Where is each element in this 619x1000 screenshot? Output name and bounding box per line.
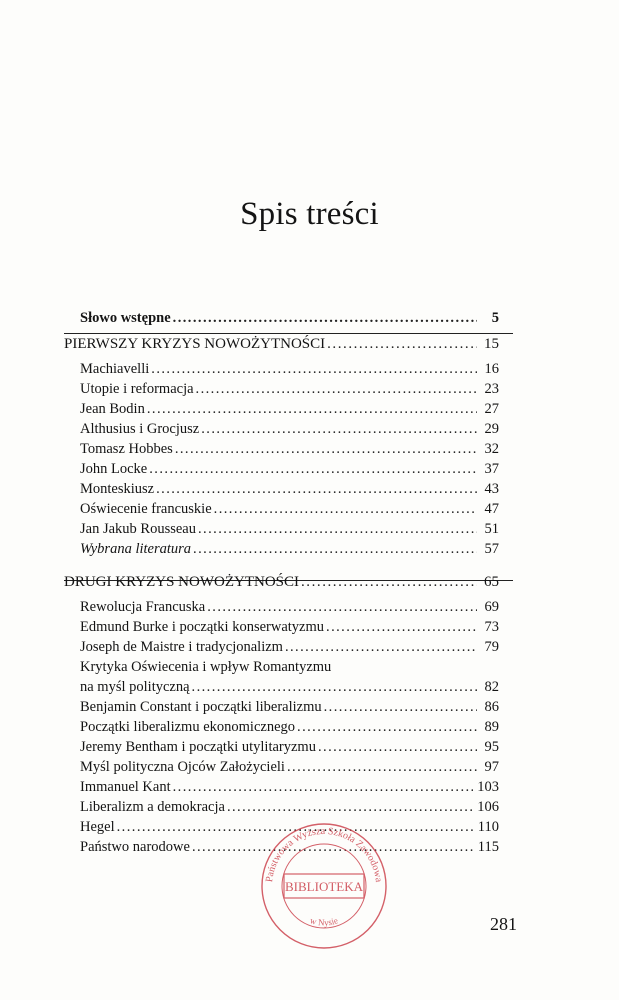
- leader-dots: [149, 459, 477, 479]
- stamp-bottom-text: w Nysie: [308, 915, 340, 928]
- page-title: Spis treści: [240, 196, 379, 232]
- toc-row-multiline-second: [80, 677, 499, 697]
- leader-dots: [227, 797, 473, 817]
- leader-dots: [173, 308, 477, 328]
- toc-page: 5: [491, 310, 499, 326]
- toc-label: Tomasz Hobbes: [80, 441, 173, 457]
- toc-page: 106: [477, 799, 499, 815]
- toc-label: Edmund Burke i początki konserwatyzmu: [80, 619, 325, 635]
- toc-row: [80, 777, 499, 797]
- toc-label: Jan Jakub Rousseau: [80, 521, 196, 537]
- stamp-ring-text: Państwowa Wyższa Szkoła Zawodowa: [264, 825, 384, 883]
- leader-dots: [327, 334, 477, 354]
- leader-dots: [201, 419, 477, 439]
- part-title: DRUGI KRYZYS NOWOŻYTNOŚCI: [64, 574, 299, 590]
- toc-row: [80, 797, 499, 817]
- toc-label: Althusius i Grocjusz: [80, 421, 200, 437]
- leader-dots: [207, 597, 477, 617]
- toc-row: [80, 697, 499, 717]
- leader-dots: [193, 539, 477, 559]
- leader-dots: [198, 519, 477, 539]
- toc-label: Początki liberalizmu ekonomicznego: [80, 719, 296, 735]
- toc-label: Oświecenie francuskie: [80, 501, 212, 517]
- toc-label: Krytyka Oświecenia i wpływ Romantyzmu: [80, 659, 332, 675]
- page-number: 281: [490, 914, 517, 934]
- toc-row-multiline-first: [80, 657, 499, 677]
- toc-label: John Locke: [80, 461, 148, 477]
- toc-page: 57: [484, 541, 499, 557]
- toc-row: [80, 597, 499, 617]
- toc-row: [80, 757, 499, 777]
- leader-dots: [318, 737, 477, 757]
- toc-page: 43: [484, 481, 499, 497]
- toc-page: 29: [484, 421, 499, 437]
- toc-label: Joseph de Maistre i tradycjonalizm: [80, 639, 283, 655]
- leader-dots: [156, 479, 477, 499]
- leader-dots: [196, 379, 477, 399]
- toc-page: 86: [484, 699, 499, 715]
- toc-label: Myśl polityczna Ojców Założycieli: [80, 759, 285, 775]
- toc-page: 69: [484, 599, 499, 615]
- leader-dots: [214, 499, 477, 519]
- toc-row: [80, 617, 499, 637]
- toc-row-bibliography: [80, 539, 499, 559]
- toc-page: 16: [484, 361, 499, 377]
- toc-label: Wybrana literatura: [80, 541, 192, 557]
- toc-row: [80, 359, 499, 379]
- toc-page: 110: [477, 819, 499, 835]
- toc-label: Państwo narodowe: [80, 839, 190, 855]
- toc-page: 103: [477, 779, 499, 795]
- toc-page: 23: [484, 381, 499, 397]
- toc-label: Machiavelli: [80, 361, 150, 377]
- toc-row: [80, 459, 499, 479]
- toc-page: 82: [484, 679, 499, 695]
- toc-row: [80, 379, 499, 399]
- toc-label-continued: na myśl polityczną: [80, 679, 190, 695]
- toc-row: [80, 439, 499, 459]
- toc-row-front: [80, 308, 499, 328]
- toc-part-2: [64, 572, 499, 592]
- toc-label: Monteskiusz: [80, 481, 155, 497]
- leader-dots: [192, 677, 477, 697]
- toc-row: [80, 419, 499, 439]
- toc-page: 37: [484, 461, 499, 477]
- toc-row: [80, 717, 499, 737]
- toc-label: Hegel: [80, 819, 115, 835]
- leader-dots: [173, 777, 474, 797]
- toc-page: 89: [484, 719, 499, 735]
- leader-dots: [324, 697, 477, 717]
- toc-row: [80, 737, 499, 757]
- toc-row: [80, 479, 499, 499]
- toc-page: 51: [484, 521, 499, 537]
- toc-label: Jean Bodin: [80, 401, 145, 417]
- leader-dots: [147, 399, 477, 419]
- toc-page: 47: [484, 501, 499, 517]
- leader-dots: [175, 439, 477, 459]
- leader-dots: [297, 717, 477, 737]
- part-title: PIERWSZY KRYZYS NOWOŻYTNOŚCI: [64, 336, 326, 352]
- toc-label: Jeremy Bentham i początki utylitaryzmu: [80, 739, 316, 755]
- toc-page: 27: [484, 401, 499, 417]
- leader-dots: [326, 617, 477, 637]
- stamp-center-text: BIBLIOTEKA: [285, 879, 363, 894]
- toc-label: Immanuel Kant: [80, 779, 171, 795]
- toc-label: Liberalizm a demokracja: [80, 799, 225, 815]
- toc-row: [80, 499, 499, 519]
- leader-dots: [287, 757, 477, 777]
- toc-label: Słowo wstępne: [80, 310, 171, 326]
- toc-label: Rewolucja Francuska: [80, 599, 206, 615]
- leader-dots: [151, 359, 477, 379]
- toc-label: Utopie i reformacja: [80, 381, 194, 397]
- leader-dots: [301, 572, 477, 592]
- toc-row: [80, 519, 499, 539]
- toc-row: [80, 399, 499, 419]
- leader-dots: [285, 637, 477, 657]
- table-of-contents: [64, 308, 499, 857]
- toc-page: 73: [484, 619, 499, 635]
- library-stamp: [258, 820, 390, 952]
- toc-part-1: [64, 334, 499, 354]
- toc-row: [80, 637, 499, 657]
- toc-label: Benjamin Constant i początki liberalizmu: [80, 699, 322, 715]
- toc-page: 95: [484, 739, 499, 755]
- toc-page: 65: [484, 574, 499, 590]
- toc-page: 97: [484, 759, 499, 775]
- toc-page: 115: [477, 839, 499, 855]
- toc-page: 32: [484, 441, 499, 457]
- toc-page: 15: [484, 336, 499, 352]
- toc-page: 79: [484, 639, 499, 655]
